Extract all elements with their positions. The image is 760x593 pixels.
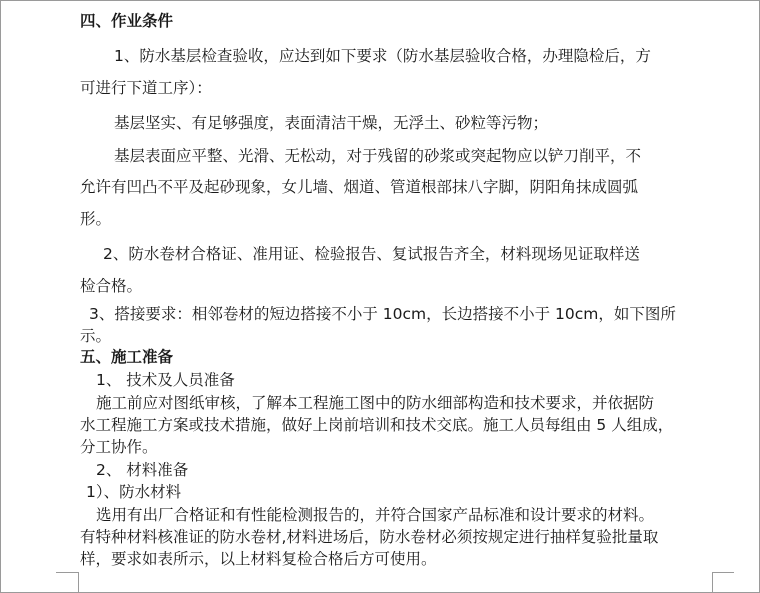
paragraph-line: 可进行下道工序）： <box>80 79 212 97</box>
paragraph-line: 示。 <box>80 327 112 345</box>
paragraph-line: 检合格。 <box>80 277 143 295</box>
paragraph-line: 有特种材料核准证的防水卷材,材料进场后，防水卷材必须按规定进行抽样复验批量取 <box>80 528 659 546</box>
subheading: 1、 技术及人员准备 <box>96 371 235 389</box>
paragraph-line: 形。 <box>80 210 112 228</box>
section-5-heading: 五、施工准备 <box>80 348 174 366</box>
paragraph-line: 基层坚实、有足够强度，表面清洁干燥，无浮土、砂粒等污物； <box>114 114 549 132</box>
paragraph-line: 施工前应对图纸审核，了解本工程施工图中的防水细部构造和技术要求，并依据防 <box>96 394 655 412</box>
margin-corner-mark <box>712 572 734 593</box>
subheading: 1）、防水材料 <box>86 483 182 501</box>
paragraph-line: 选用有出厂合格证和有性能检测报告的，并符合国家产品标准和设计要求的材料。 <box>96 506 655 524</box>
paragraph-line: 3、搭接要求：相邻卷材的短边搭接不小于 10cm，长边搭接不小于 10cm，如下图所 <box>89 305 676 323</box>
paragraph-line: 1、防水基层检查验收，应达到如下要求（防水基层验收合格，办理隐检后，方 <box>114 47 651 65</box>
subheading: 2、 材料准备 <box>96 461 189 479</box>
paragraph-line: 样，要求如表所示，以上材料复检合格后方可使用。 <box>80 550 437 568</box>
paragraph-line: 允许有凹凸不平及起砂现象，女儿墙、烟道、管道根部抹八字脚，阴阳角抹成圆弧 <box>80 178 639 196</box>
margin-corner-mark <box>56 572 78 593</box>
paragraph-line: 基层表面应平整、光滑、无松动，对于残留的砂浆或突起物应以铲刀削平，不 <box>114 147 642 165</box>
section-4-heading: 四、作业条件 <box>80 12 174 30</box>
paragraph-line: 水工程施工方案或技术措施，做好上岗前培训和技术交底。施工人员每组由 5 人组成， <box>80 416 674 434</box>
paragraph-line: 分工协作。 <box>80 438 158 456</box>
paragraph-line: 2、防水卷材合格证、准用证、检验报告、复试报告齐全，材料现场见证取样送 <box>103 245 640 263</box>
